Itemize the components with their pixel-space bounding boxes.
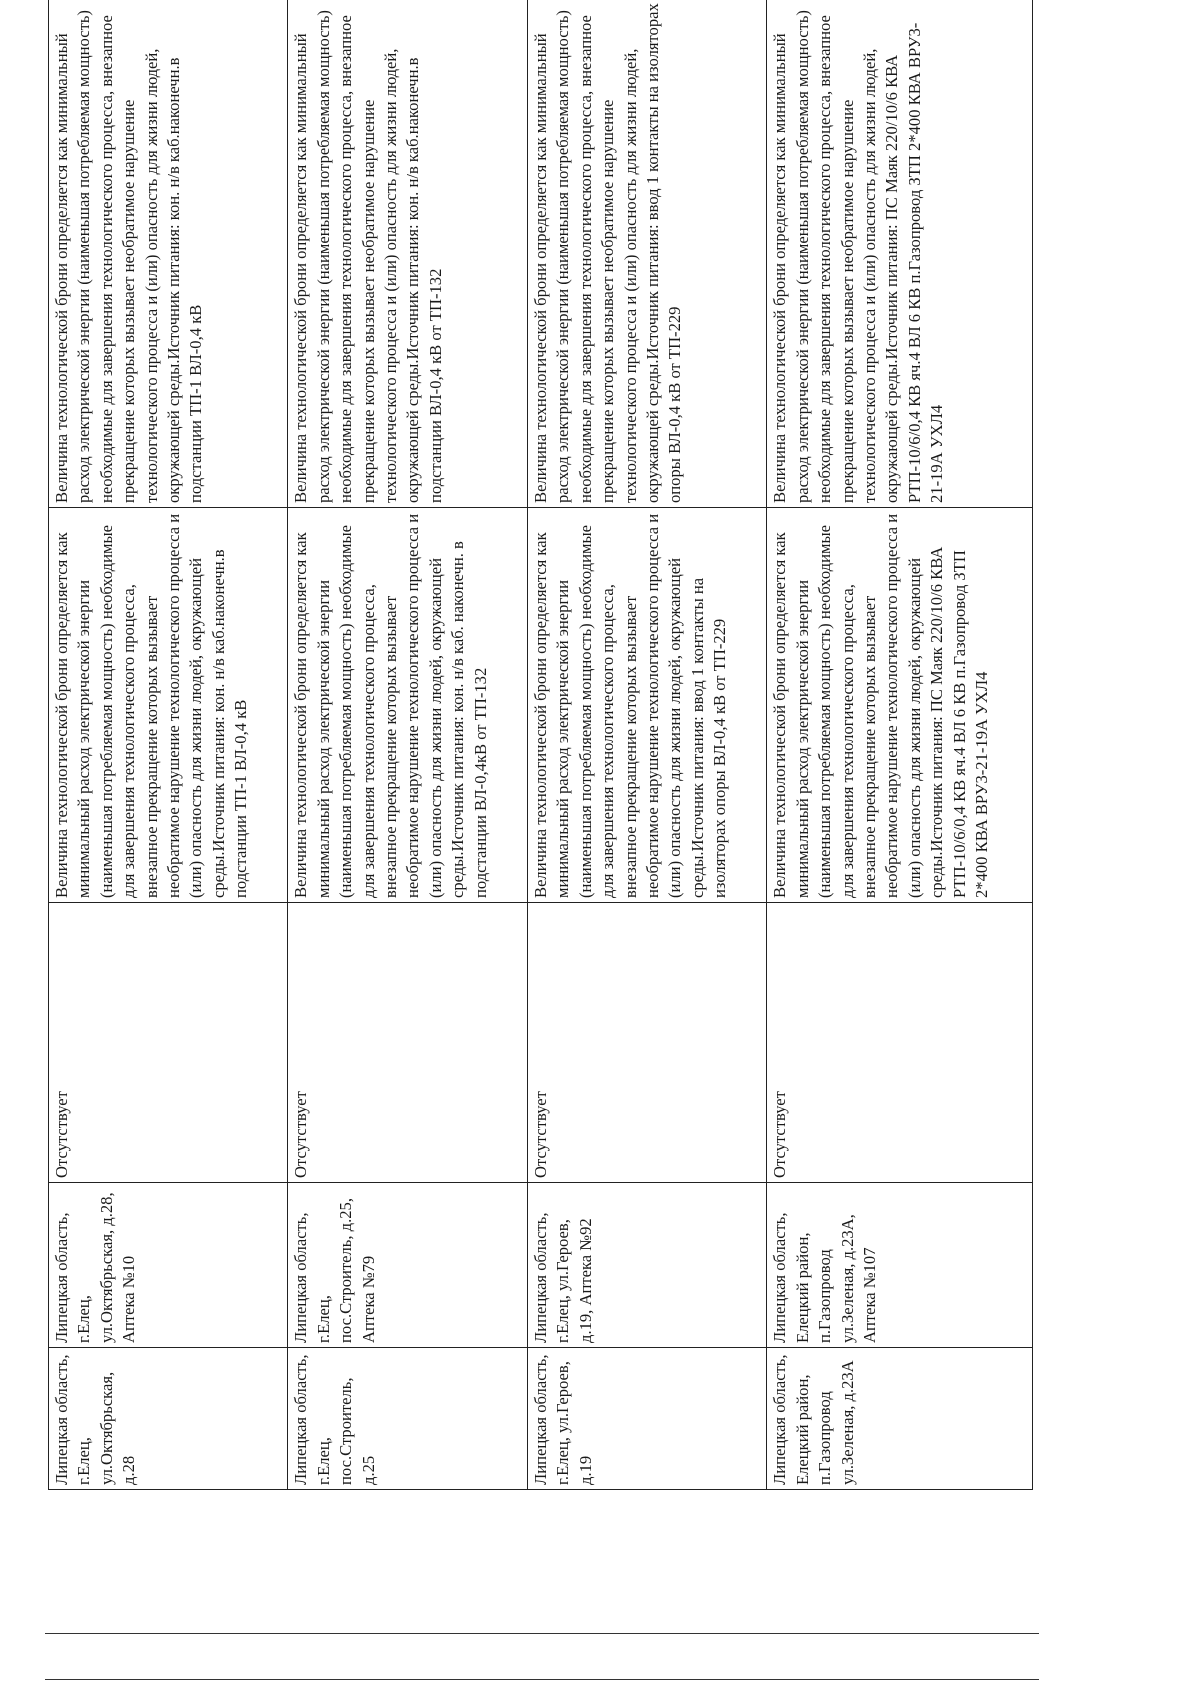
address-cell: Липецкая область, г.Елец, ул.Героев, д.19 bbox=[527, 1348, 766, 1490]
tech-reserve-cell: Величина технологической брони определяется как минимальный расход электрической энергии (наименьшая потребляемая мощность) необходимые для завершения технологического процесса, внезапное прекращение которых вызывает необратимое нарушение технологического процесса и (или) опасность для жизни людей, окружающей среды.Источник питания: кон. н/в каб. наконечн. в подстанции ВЛ-0,4кВ от ТП-132 bbox=[288, 508, 527, 903]
table-row bbox=[288, 0, 527, 1490]
table-row bbox=[527, 0, 766, 1490]
address-cell: Липецкая область, Елецкий район, п.Газопровод ул.Зеленая, д.23А bbox=[767, 1348, 1033, 1490]
object-cell: Липецкая область, г.Елец, пос.Строитель, д.25, Аптека №79 bbox=[288, 1183, 527, 1348]
tech-reserve-cell: Величина технологической брони определяется как минимальный расход электрической энергии (наименьшая потребляемая мощность) необходимые для завершения технологического процесса, внезапное прекращение которых вызывает необратимое нарушение технологического процесса и (или) опасность для жизни людей, окружающей среды.Источник питания: ПС Маяк 220/10/6 КВА РТП-10/6/0,4 КВ яч.4 ВЛ 6 КВ п.Газопровод ЗТП 2*400 КВА ВРУ3-21-19А УХЛ4 bbox=[767, 508, 1033, 903]
availability-cell: Отсутствует bbox=[767, 903, 1033, 1183]
emergency-reserve-cell: Величина технологической брони определяется как минимальный расход электрической энергии (наименьшая потребляемая мощность) необходимые для завершения технологического процесса, внезапное прекращение которых вызывает необратимое нарушение технологического процесса и (или) опасность для жизни людей, окружающей среды.Источник питания: ввод 1 контакты на изоляторах опоры ВЛ-0,4 кВ от ТП-229 bbox=[527, 0, 766, 508]
footer-rule bbox=[45, 1633, 1039, 1634]
object-cell: Липецкая область, Елецкий район, п.Газопровод ул.Зеленая, д.23А, Аптека №107 bbox=[767, 1183, 1033, 1348]
power-supply-table bbox=[48, 0, 1033, 1490]
table-row bbox=[767, 0, 1033, 1490]
address-cell: Липецкая область, г.Елец, ул.Октябрьская, д.28 bbox=[49, 1348, 288, 1490]
table-row bbox=[49, 0, 288, 1490]
emergency-reserve-cell: Величина технологической брони определяется как минимальный расход электрической энергии (наименьшая потребляемая мощность) необходимые для завершения технологического процесса, внезапное прекращение которых вызывает необратимое нарушение технологического процесса и (или) опасность для жизни людей, окружающей среды.Источник питания: ПС Маяк 220/10/6 КВА РТП-10/6/0,4 КВ яч.4 ВЛ 6 КВ п.Газопровод ЗТП 2*400 КВА ВРУ3-21-19А УХЛ4 bbox=[767, 0, 1033, 508]
availability-cell: Отсутствует bbox=[49, 903, 288, 1183]
availability-cell: Отсутствует bbox=[527, 903, 766, 1183]
emergency-reserve-cell: Величина технологической брони определяется как минимальный расход электрической энергии (наименьшая потребляемая мощность) необходимые для завершения технологического процесса, внезапное прекращение которых вызывает необратимое нарушение технологического процесса и (или) опасность для жизни людей, окружающей среды.Источник питания: кон. н/в каб.наконечн.в подстанции ВЛ-0,4 кВ от ТП-132 bbox=[288, 0, 527, 508]
rotated-page bbox=[48, 0, 1033, 1490]
availability-cell: Отсутствует bbox=[288, 903, 527, 1183]
object-cell: Липецкая область, г.Елец, ул.Октябрьская, д.28, Аптека №10 bbox=[49, 1183, 288, 1348]
emergency-reserve-cell: Величина технологической брони определяется как минимальный расход электрической энергии (наименьшая потребляемая мощность) необходимые для завершения технологического процесса, внезапное прекращение которых вызывает необратимое нарушение технологического процесса и (или) опасность для жизни людей, окружающей среды.Источник питания: кон. н/в каб.наконечн.в подстанции ТП-1 ВЛ-0,4 кВ bbox=[49, 0, 288, 508]
object-cell: Липецкая область, г.Елец, ул.Героев, д.19, Аптека №92 bbox=[527, 1183, 766, 1348]
address-cell: Липецкая область, г.Елец, пос.Строитель, д.25 bbox=[288, 1348, 527, 1490]
tech-reserve-cell: Величина технологической брони определяется как минимальный расход электрической энергии (наименьшая потребляемая мощность) необходимые для завершения технологического процесса, внезапное прекращение которых вызывает необратимое нарушение технологического процесса и (или) опасность для жизни людей, окружающей среды.Источник питания: ввод 1 контакты на изоляторах опоры ВЛ-0,4 кВ от ТП-229 bbox=[527, 508, 766, 903]
footer-rule bbox=[45, 1679, 1039, 1680]
tech-reserve-cell: Величина технологической брони определяется как минимальный расход электрической энергии (наименьшая потребляемая мощность) необходимые для завершения технологического процесса, внезапное прекращение которых вызывает необратимое нарушение технологического процесса и (или) опасность для жизни людей, окружающей среды.Источник питания: кон. н/в каб.наконечн.в подстанции ТП-1 ВЛ-0,4 кВ bbox=[49, 508, 288, 903]
